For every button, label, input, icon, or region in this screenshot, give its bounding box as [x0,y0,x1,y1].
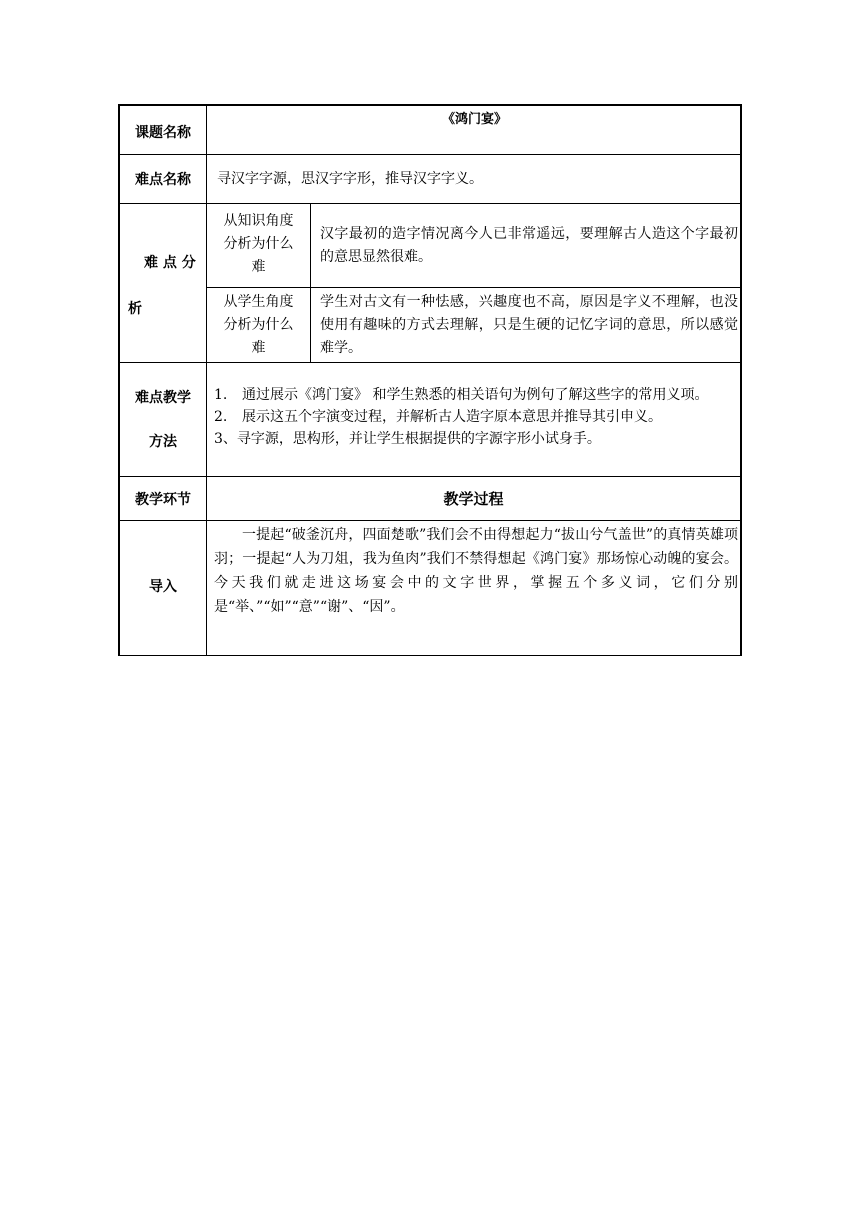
student-angle-label-line1: 从学生角度 [223,294,294,310]
teaching-process-header: 教学过程 [443,490,504,508]
knowledge-angle-text: 汉字最初的造字情况离今人已非常遥远，要理解古人造这个字最初的意思显然很难。 [320,225,738,265]
method-item-number: 1. [214,387,228,403]
difficulty-value: 寻汉字字源，思汉字字形，推导汉字字义。 [217,170,483,187]
method-item [214,384,742,406]
analysis-label-part1: 难 点 分 [144,255,196,271]
topic-value: 《鸿门宴》 [441,112,507,127]
intro-text: 一提起“破釜沉舟，四面楚歌”我们会不由得想起力“拔山兮气盖世”的真情英雄项羽；一提起“人为刀俎，我为鱼肉”我们不禁得想起《鸿门宴》那场惊心动魄的宴会。今天我们就走进这场宴会中的文字世界，掌握五个多义词，它们分别是“举、”“如”“意”“谢”、“因”。 [214,527,738,615]
method-item-number: 3、 [214,431,237,447]
student-angle-label-line3: 难 [251,340,266,356]
method-item-number: 2. [214,409,228,425]
method-item-text: 通过展示《鸿门宴》 和学生熟悉的相关语句为例句了解这些字的常用义项。 [242,387,709,403]
topic-label: 课题名称 [135,125,191,141]
column-divider [310,203,311,362]
student-angle-label [207,288,310,362]
knowledge-angle-label-line1: 从知识角度 [223,213,294,229]
method-item [214,428,742,450]
knowledge-angle-label-line3: 难 [251,259,266,275]
method-label [120,363,206,476]
analysis-label [120,204,206,362]
student-angle-label-line2: 分析为什么 [223,317,294,333]
method-label-line2: 方法 [149,434,177,450]
method-item-text: 展示这五个字演变过程，并解析古人造字原本意思并推导其引申义。 [242,409,662,425]
difficulty-label: 难点名称 [135,172,191,188]
student-angle-text: 学生对古文有一种怯感，兴趣度也不高，原因是字义不理解，也没使用有趣味的方式去理解，只是生硬的记忆字词的意思，所以感觉难学。 [320,294,738,356]
teaching-stage-header: 教学环节 [135,491,191,508]
column-divider [206,106,207,655]
analysis-label-part2: 析 [128,301,142,317]
lesson-plan-table [118,104,742,656]
method-item [214,406,742,428]
knowledge-angle-label [207,204,310,287]
method-label-line1: 难点教学 [135,390,191,406]
knowledge-angle-label-line2: 分析为什么 [223,236,294,252]
row-divider [120,520,740,521]
row-divider [120,362,740,363]
intro-label: 导入 [149,578,177,595]
method-item-text: 寻字源，思构形，并让学生根据提供的字源字形小试身手。 [236,431,601,447]
method-list [214,384,742,450]
